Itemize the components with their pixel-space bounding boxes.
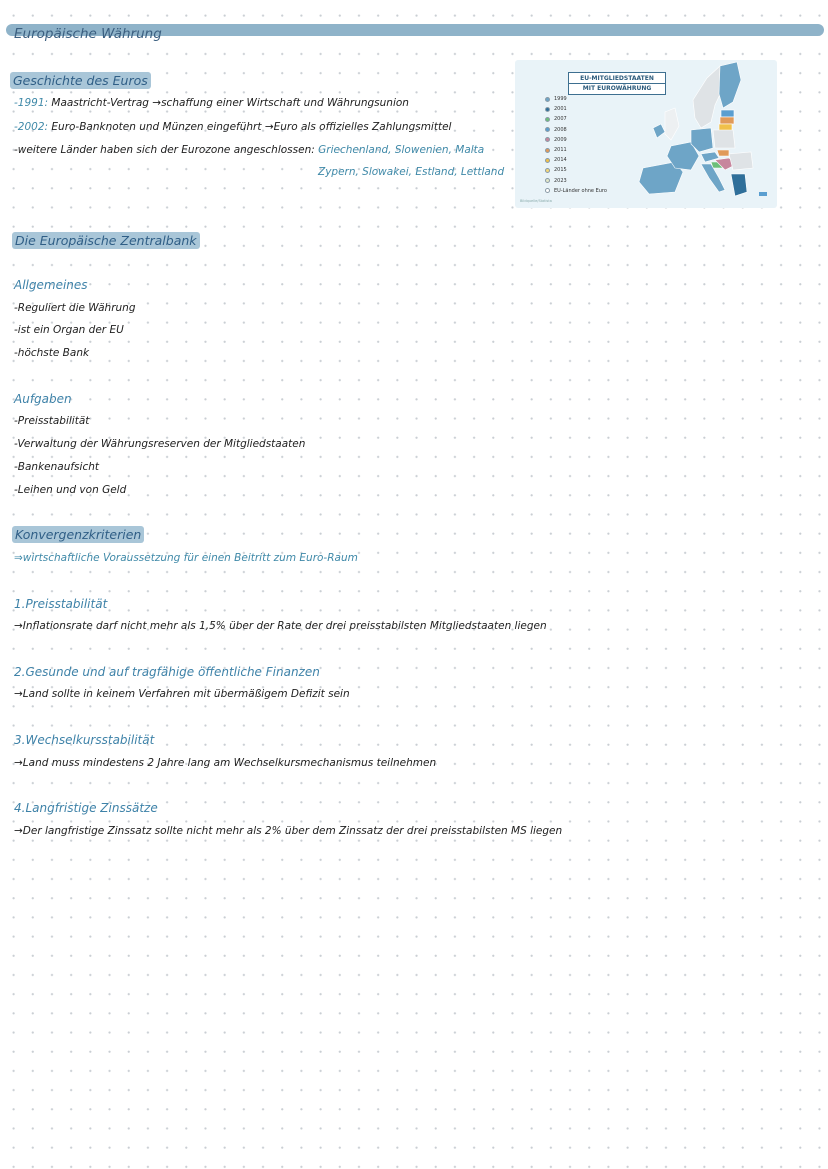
- legend-swatch: [545, 117, 550, 122]
- legend-item: [545, 178, 567, 184]
- legend-swatch: [545, 178, 550, 183]
- map-title: [568, 72, 666, 95]
- legend-item: [545, 96, 567, 102]
- legend-swatch: [545, 97, 550, 102]
- history-line-1991: [14, 97, 409, 109]
- ecb-heading: [12, 233, 200, 248]
- history-joined-line: [14, 144, 484, 156]
- criterion-text: →Land muss mindestens 2 Jahre lang am Wechselkursmechanismus teilnehmen: [14, 757, 437, 769]
- legend-label: 2008: [554, 126, 567, 133]
- legend-label: 2007: [554, 116, 567, 123]
- joined-countries-1: Griechenland, Slowenien, Malta: [318, 144, 485, 156]
- map-source: Bildquelle/Statista: [520, 199, 552, 203]
- legend-swatch: [545, 137, 550, 142]
- tasks-heading: Aufgaben: [14, 392, 72, 406]
- general-item: -höchste Bank: [14, 347, 90, 359]
- legend-swatch: [545, 168, 550, 173]
- legend-label: EU-Länder ohne Euro: [554, 187, 607, 194]
- general-heading: Allgemeines: [14, 278, 88, 292]
- legend-item: [545, 147, 567, 153]
- general-item: -Reguliert die Währung: [14, 302, 136, 314]
- joined-countries-2: Zypern, Slowakei, Estland, Lettland: [318, 166, 505, 178]
- task-item: -Bankenaufsicht: [14, 461, 99, 473]
- task-item: -Leihen und von Geld: [14, 484, 127, 496]
- legend-item: [545, 188, 607, 194]
- legend-item: [545, 157, 567, 163]
- map-title-line-2: MIT EUROWÄHRUNG: [569, 83, 665, 93]
- legend-swatch: [545, 158, 550, 163]
- criteria-heading: [12, 527, 144, 542]
- legend-label: 2014: [554, 157, 567, 164]
- legend-label: 2001: [554, 106, 567, 113]
- history-year: -1991:: [14, 97, 49, 109]
- legend-item: [545, 167, 567, 173]
- legend-swatch: [545, 127, 550, 132]
- criterion-text: →Land sollte in keinem Verfahren mit übermäßigem Defizit sein: [14, 688, 350, 700]
- criterion-title: 3.Wechselkursstabilität: [14, 733, 155, 747]
- history-year: -2002:: [14, 121, 49, 133]
- legend-label: 1999: [554, 96, 567, 102]
- criterion-title: 1.Preisstabilität: [14, 597, 108, 611]
- legend-item: [545, 137, 567, 143]
- criterion-title: 4.Langfristige Zinssätze: [14, 801, 158, 815]
- legend-swatch: [545, 188, 550, 193]
- criterion-text: →Inflationsrate darf nicht mehr als 1,5% über der Rate der drei preisstabilsten Mitgliedstaaten liegen: [14, 620, 547, 632]
- history-text: Euro-Banknoten und Münzen eingeführt →Euro als offizielles Zahlungsmittel: [51, 121, 452, 133]
- task-item: -Preisstabilität: [14, 415, 90, 427]
- history-heading-text: Geschichte des Euros: [10, 72, 151, 89]
- criteria-intro: ⇒wirtschaftliche Voraussetzung für einen Beitritt zum Euro-Raum: [14, 552, 358, 564]
- legend-label: 2023: [554, 177, 567, 184]
- legend-swatch: [545, 148, 550, 153]
- joined-intro: -weitere Länder haben sich der Eurozone angeschlossen:: [14, 144, 315, 156]
- legend-item: [545, 106, 567, 112]
- legend-label: 2011: [554, 147, 567, 153]
- history-heading: [10, 73, 151, 88]
- criterion-text: →Der langfristige Zinssatz sollte nicht mehr als 2% über dem Zinssatz der drei preisstabilsten MS liegen: [14, 825, 563, 837]
- general-item: -ist ein Organ der EU: [14, 324, 124, 336]
- legend-item: [545, 116, 567, 122]
- legend-label: 2009: [554, 136, 567, 143]
- criterion-title: 2.Gesunde und auf tragfähige öffentliche Finanzen: [14, 665, 320, 679]
- legend-swatch: [545, 107, 550, 112]
- history-line-2002: [14, 121, 451, 133]
- criteria-heading-text: Konvergenzkriterien: [12, 526, 144, 543]
- page-title: Europäische Währung: [14, 26, 162, 42]
- ecb-heading-text: Die Europäische Zentralbank: [12, 232, 200, 249]
- map-title-line-1: EU-MITGLIEDSTAATEN: [580, 75, 654, 82]
- task-item: -Verwaltung der Währungsreserven der Mitgliedstaaten: [14, 438, 306, 450]
- history-text: Maastricht-Vertrag →schaffung einer Wirtschaft und Währungsunion: [51, 97, 409, 109]
- legend-label: 2015: [554, 167, 567, 174]
- legend-item: [545, 127, 567, 133]
